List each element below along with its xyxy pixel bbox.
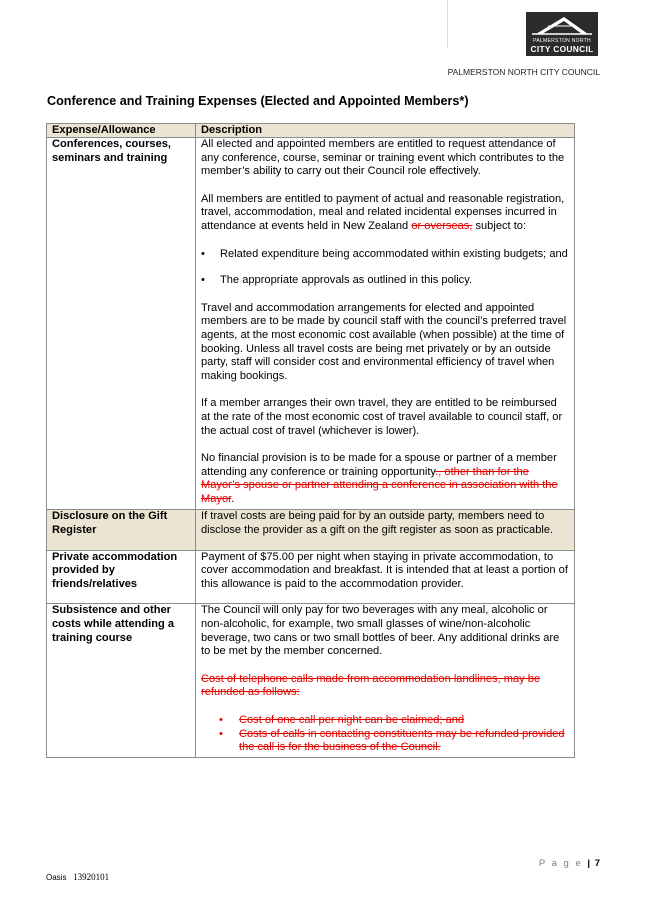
logo-bridge-graphic <box>526 12 598 38</box>
table-row-conferences <box>47 138 575 510</box>
deleted-text: or overseas, <box>411 219 473 232</box>
subsistence-deleted-paragraph: Cost of telephone calls made from accommodation landlines, may be refunded as follows: <box>201 672 541 699</box>
page-separator: | <box>587 858 591 869</box>
gift-text: If travel costs are being paid for by an outside party, members need to disclose the provider as a gift on the gift register as soon as practicable. <box>201 510 554 537</box>
row-description-private-accommodation <box>196 550 575 604</box>
row-label-private-accommodation: Private accommodation provided by friends/relatives <box>47 550 196 604</box>
row-description-gift <box>196 510 575 550</box>
private-accommodation-text: Payment of $75.00 per night when staying in private accommodation, to cover accommodation and breakfast. It is intended that at least a portion of this allowance is paid to the accommodation provider. <box>201 550 568 590</box>
page-number-footer <box>539 858 600 869</box>
table-header-row <box>47 124 575 138</box>
conferences-paragraph-4: If a member arranges their own travel, they are entitled to be reimbursed at the rate of the most economic cost of travel available to council staff, or the actual cost of travel (whichever is lower). <box>201 397 563 437</box>
list-item: • Costs of calls in contacting constituents may be refunded provided the call is for the business of the Council. <box>201 728 569 755</box>
conferences-paragraph-3: Travel and accommodation arrangements for elected and appointed members are to be made by council staff with the council’s preferred travel agents, at the most economic cost available (when possible) at the time of booking. Unless all travel costs are being met privately or by an outside party, staff will consider cost and environmental efficiency of travel when making bookings. <box>201 301 567 382</box>
expenses-table <box>46 123 575 758</box>
table-row-gift <box>47 510 575 550</box>
conferences-paragraph-1: All elected and appointed members are entitled to request attendance of any conference, course, seminar or training event which contributes to the member’s ability to carry out their Council role effectively. <box>201 138 565 178</box>
list-item: • The appropriate approvals as outlined in this policy. <box>201 274 569 288</box>
subsistence-paragraph-1: The Council will only pay for two beverages with any meal, alcoholic or non-alcoholic, for example, two small glasses of wine/non-alcoholic beverage, two cans or two small bottles of beer. Any additional drinks are to be met by the member concerned. <box>201 604 560 658</box>
row-label-gift: Disclosure on the Gift Register <box>47 510 196 550</box>
column-header-expense: Expense/Allowance <box>47 124 196 138</box>
table-row-subsistence <box>47 604 575 757</box>
doc-system: Oasis <box>46 873 67 882</box>
conferences-p2-text: All members are entitled to payment of actual and reasonable registration, travel, accommodation, meal and related incidental expenses incurred in attendance at events held in New Zealand <box>201 192 565 232</box>
deleted-text: ., other than for the Mayor’s spouse or partner attending a conference in association with the Mayor <box>201 465 558 505</box>
council-header-name: PALMERSTON NORTH CITY COUNCIL <box>447 67 600 77</box>
row-description-conferences <box>196 138 575 510</box>
row-description-subsistence <box>196 604 575 757</box>
logo-text-line2: CITY COUNCIL <box>530 44 594 54</box>
conferences-p2-end: subject to: <box>475 219 527 232</box>
doc-number: 13920101 <box>73 872 110 882</box>
list-item: • Cost of one call per night can be claimed; and <box>201 714 569 728</box>
list-item: • Related expenditure being accommodated within existing budgets; and <box>201 248 569 262</box>
header-divider-line <box>447 0 448 48</box>
council-logo <box>526 12 598 56</box>
logo-text-line1: PALMERSTON NORTH <box>533 38 591 44</box>
column-header-description: Description <box>196 124 575 138</box>
page-title: Conference and Training Expenses (Elected and Appointed Members*) <box>47 94 469 108</box>
table-row-private-accommodation <box>47 550 575 604</box>
conditions-list <box>201 248 569 288</box>
page-label: P a g e <box>538 858 583 869</box>
row-label-subsistence: Subsistence and other costs while attending a training course <box>47 604 196 757</box>
conferences-p5-end: . <box>231 492 235 505</box>
deleted-conditions-list <box>201 714 569 755</box>
document-reference <box>46 872 109 882</box>
row-label-conferences: Conferences, courses, seminars and training <box>47 138 196 510</box>
conferences-paragraph-2 <box>201 193 569 234</box>
page-number: 7 <box>594 858 600 869</box>
conferences-paragraph-5 <box>201 452 569 506</box>
conferences-p5-text: No financial provision is to be made for a spouse or partner of a member attending any conference or training opportunity <box>201 452 557 478</box>
